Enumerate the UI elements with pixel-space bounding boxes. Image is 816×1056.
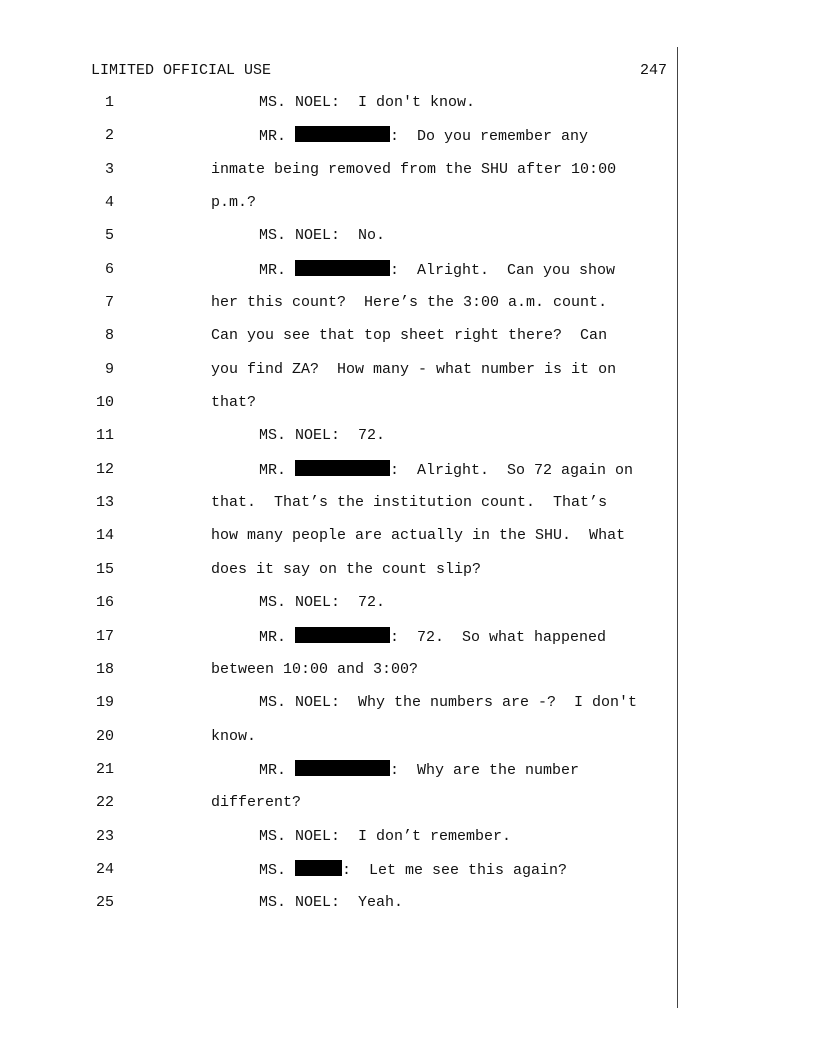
transcript-line <box>0 260 816 293</box>
line-text <box>259 260 615 281</box>
transcript-line <box>0 893 816 926</box>
transcript-line <box>0 760 816 793</box>
speaker-prefix: MR. <box>259 461 296 479</box>
transcript-line <box>0 226 816 259</box>
line-number: 19 <box>95 694 114 712</box>
redaction-box <box>295 460 390 476</box>
line-number: 8 <box>104 327 114 345</box>
speech-text: : Let me see this again? <box>342 861 568 879</box>
line-text: does it say on the count slip? <box>211 560 482 578</box>
transcript-line <box>0 93 816 126</box>
transcript-line <box>0 360 816 393</box>
line-number: 24 <box>95 860 114 878</box>
line-text: her this count? Here’s the 3:00 a.m. count. <box>211 294 608 312</box>
line-number: 14 <box>95 527 114 545</box>
line-text: p.m.? <box>211 194 257 212</box>
line-text: between 10:00 and 3:00? <box>211 660 419 678</box>
redaction-box <box>295 627 390 643</box>
speaker-prefix: MR. <box>259 261 296 279</box>
transcript-line <box>0 460 816 493</box>
line-number: 5 <box>104 227 114 245</box>
speech-text: : Alright. So 72 again on <box>390 461 634 479</box>
line-text: how many people are actually in the SHU. What <box>211 527 626 545</box>
line-text: MS. NOEL: I don't know. <box>259 94 476 111</box>
speaker-prefix: MR. <box>259 628 296 646</box>
transcript-line <box>0 126 816 159</box>
line-text: MS. NOEL: 72. <box>259 427 386 445</box>
line-number: 10 <box>95 394 114 412</box>
line-text: that? <box>211 394 257 412</box>
line-text: that. That’s the institution count. That’s <box>211 494 608 512</box>
line-text: MS. NOEL: 72. <box>259 594 386 612</box>
line-number: 23 <box>95 827 114 845</box>
page-number: 247 <box>639 62 667 79</box>
transcript-line <box>0 193 816 226</box>
line-text: different? <box>211 794 302 812</box>
line-number: 17 <box>95 627 114 645</box>
transcript-line <box>0 727 816 760</box>
speaker-prefix: MR. <box>259 128 296 146</box>
line-number: 9 <box>104 360 114 378</box>
transcript-line <box>0 493 816 526</box>
line-number: 11 <box>95 427 114 445</box>
transcript-line <box>0 793 816 826</box>
line-text: you find ZA? How many - what number is it on <box>211 360 617 378</box>
transcript-line <box>0 326 816 359</box>
transcript-line <box>0 560 816 593</box>
line-number: 12 <box>95 460 114 478</box>
transcript-line <box>0 860 816 893</box>
line-number: 6 <box>104 260 114 278</box>
line-text: know. <box>211 727 257 745</box>
redaction-box <box>295 126 390 142</box>
line-text: Can you see that top sheet right there? Can <box>211 327 608 345</box>
line-number: 21 <box>95 760 114 778</box>
transcript-line <box>0 426 816 459</box>
line-number: 1 <box>104 94 114 111</box>
line-number: 3 <box>104 160 114 178</box>
line-text <box>259 627 606 648</box>
line-text: inmate being removed from the SHU after 10:00 <box>211 160 617 178</box>
transcript-line <box>0 627 816 660</box>
page-header-classification: LIMITED OFFICIAL USE <box>91 62 272 79</box>
line-number: 25 <box>95 894 114 912</box>
line-text: MS. NOEL: No. <box>259 227 386 245</box>
line-text <box>259 460 633 481</box>
line-number: 18 <box>95 660 114 678</box>
transcript-line <box>0 693 816 726</box>
transcript-line <box>0 293 816 326</box>
speech-text: : Do you remember any <box>390 128 589 146</box>
line-number: 16 <box>95 594 114 612</box>
speaker-prefix: MR. <box>259 761 296 779</box>
transcript-line <box>0 593 816 626</box>
line-text: MS. NOEL: Why the numbers are -? I don't <box>259 694 638 712</box>
transcript-line <box>0 660 816 693</box>
transcript-line <box>0 526 816 559</box>
redaction-box <box>295 760 390 776</box>
speech-text: : 72. So what happened <box>390 628 607 646</box>
transcript-line <box>0 393 816 426</box>
redaction-box <box>295 860 342 876</box>
transcript-line <box>0 827 816 860</box>
speech-text: : Why are the number <box>390 761 580 779</box>
line-number: 22 <box>95 794 114 812</box>
transcript-line <box>0 160 816 193</box>
line-text: MS. NOEL: I don’t remember. <box>259 827 512 845</box>
transcript-body <box>0 93 816 927</box>
line-text <box>259 126 588 147</box>
line-number: 7 <box>104 294 114 312</box>
speech-text: : Alright. Can you show <box>390 261 616 279</box>
line-text <box>259 860 567 881</box>
line-number: 20 <box>95 727 114 745</box>
line-number: 2 <box>104 127 114 145</box>
line-number: 13 <box>95 494 114 512</box>
line-text <box>259 760 579 781</box>
line-number: 15 <box>95 560 114 578</box>
line-number: 4 <box>104 194 114 212</box>
line-text: MS. NOEL: Yeah. <box>259 894 404 912</box>
speaker-prefix: MS. <box>259 861 296 879</box>
redaction-box <box>295 260 390 276</box>
